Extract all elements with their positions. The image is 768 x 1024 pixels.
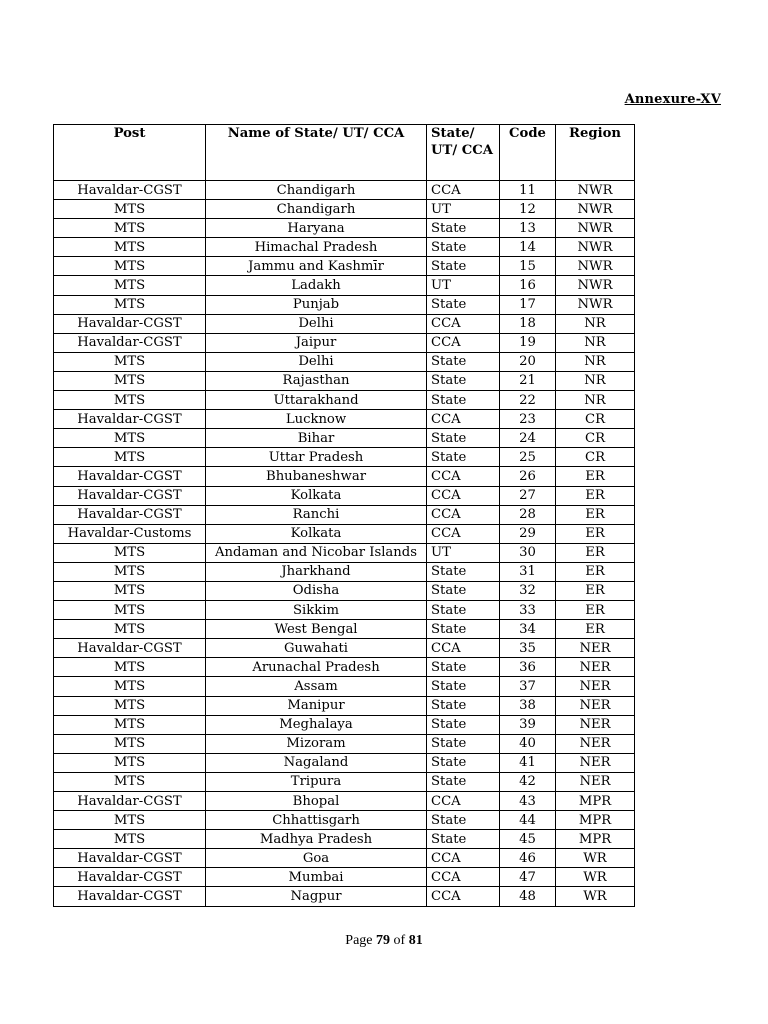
cell-type: UT — [427, 276, 500, 295]
cell-post: MTS — [54, 391, 206, 410]
table-row — [54, 181, 635, 200]
cell-type: State — [427, 295, 500, 314]
cell-code: 16 — [500, 276, 556, 295]
cell-region: NER — [556, 734, 635, 753]
cell-region: NWR — [556, 181, 635, 200]
table-row — [54, 715, 635, 734]
cell-type: CCA — [427, 314, 500, 333]
cell-region: ER — [556, 486, 635, 505]
cell-name: Manipur — [206, 696, 427, 715]
cell-post: Havaldar-CGST — [54, 792, 206, 811]
table-row — [54, 448, 635, 467]
table-row — [54, 562, 635, 581]
table-row — [54, 734, 635, 753]
cell-name: Ladakh — [206, 276, 427, 295]
cell-type: CCA — [427, 333, 500, 352]
cell-name: Delhi — [206, 314, 427, 333]
cell-region: WR — [556, 887, 635, 906]
cell-post: MTS — [54, 601, 206, 620]
page-total: 81 — [408, 933, 423, 948]
cell-code: 12 — [500, 200, 556, 219]
cell-region: NR — [556, 391, 635, 410]
cell-name: Punjab — [206, 295, 427, 314]
cell-code: 40 — [500, 734, 556, 753]
cell-region: NER — [556, 715, 635, 734]
cell-type: CCA — [427, 868, 500, 887]
cell-code: 24 — [500, 429, 556, 448]
header-region: Region — [556, 125, 635, 181]
cell-type: CCA — [427, 505, 500, 524]
cell-region: WR — [556, 868, 635, 887]
cell-post: MTS — [54, 734, 206, 753]
cell-type: State — [427, 562, 500, 581]
cell-post: MTS — [54, 429, 206, 448]
cell-name: Tripura — [206, 772, 427, 791]
cell-region: NER — [556, 658, 635, 677]
annexure-title: Annexure-XV — [624, 92, 721, 107]
posts-table — [53, 124, 635, 907]
cell-type: State — [427, 734, 500, 753]
cell-code: 13 — [500, 219, 556, 238]
cell-type: CCA — [427, 639, 500, 658]
cell-region: ER — [556, 505, 635, 524]
page-label: Page — [345, 933, 373, 948]
cell-post: MTS — [54, 811, 206, 830]
cell-region: NWR — [556, 200, 635, 219]
cell-post: Havaldar-CGST — [54, 314, 206, 333]
header-code: Code — [500, 125, 556, 181]
cell-name: Jaipur — [206, 333, 427, 352]
cell-region: NER — [556, 677, 635, 696]
cell-name: Assam — [206, 677, 427, 696]
table-row — [54, 620, 635, 639]
cell-region: CR — [556, 448, 635, 467]
cell-post: MTS — [54, 830, 206, 849]
cell-type: CCA — [427, 887, 500, 906]
cell-name: Nagpur — [206, 887, 427, 906]
cell-code: 22 — [500, 391, 556, 410]
cell-type: CCA — [427, 181, 500, 200]
cell-code: 27 — [500, 486, 556, 505]
cell-region: NWR — [556, 276, 635, 295]
cell-type: UT — [427, 543, 500, 562]
cell-name: Mizoram — [206, 734, 427, 753]
cell-region: WR — [556, 849, 635, 868]
cell-type: CCA — [427, 849, 500, 868]
cell-type: State — [427, 391, 500, 410]
table-row — [54, 601, 635, 620]
cell-post: Havaldar-CGST — [54, 868, 206, 887]
cell-code: 14 — [500, 238, 556, 257]
cell-code: 30 — [500, 543, 556, 562]
cell-region: ER — [556, 620, 635, 639]
cell-name: Delhi — [206, 352, 427, 371]
cell-name: Uttarakhand — [206, 391, 427, 410]
table-row — [54, 524, 635, 543]
header-row — [54, 125, 635, 181]
cell-name: Rajasthan — [206, 371, 427, 390]
cell-code: 44 — [500, 811, 556, 830]
cell-post: Havaldar-CGST — [54, 181, 206, 200]
cell-type: State — [427, 753, 500, 772]
cell-code: 38 — [500, 696, 556, 715]
cell-region: NR — [556, 371, 635, 390]
table-row — [54, 792, 635, 811]
cell-name: Himachal Pradesh — [206, 238, 427, 257]
table-row — [54, 887, 635, 906]
table-body — [54, 181, 635, 907]
cell-type: State — [427, 257, 500, 276]
cell-region: CR — [556, 410, 635, 429]
cell-name: West Bengal — [206, 620, 427, 639]
page-of: of — [393, 933, 406, 948]
cell-type: State — [427, 715, 500, 734]
cell-post: MTS — [54, 581, 206, 600]
table-row — [54, 868, 635, 887]
cell-name: Jammu and Kashmīr — [206, 257, 427, 276]
cell-type: CCA — [427, 792, 500, 811]
cell-code: 28 — [500, 505, 556, 524]
cell-type: State — [427, 830, 500, 849]
cell-name: Arunachal Pradesh — [206, 658, 427, 677]
cell-region: NWR — [556, 295, 635, 314]
cell-post: Havaldar-CGST — [54, 887, 206, 906]
cell-region: MPR — [556, 811, 635, 830]
table-row — [54, 314, 635, 333]
table-row — [54, 429, 635, 448]
cell-name: Bihar — [206, 429, 427, 448]
cell-name: Goa — [206, 849, 427, 868]
cell-code: 46 — [500, 849, 556, 868]
cell-code: 36 — [500, 658, 556, 677]
cell-code: 26 — [500, 467, 556, 486]
cell-code: 48 — [500, 887, 556, 906]
cell-code: 19 — [500, 333, 556, 352]
cell-post: Havaldar-CGST — [54, 410, 206, 429]
cell-region: ER — [556, 524, 635, 543]
cell-type: State — [427, 371, 500, 390]
cell-post: MTS — [54, 448, 206, 467]
cell-post: MTS — [54, 352, 206, 371]
cell-region: MPR — [556, 792, 635, 811]
cell-region: NWR — [556, 238, 635, 257]
cell-code: 37 — [500, 677, 556, 696]
cell-code: 17 — [500, 295, 556, 314]
cell-name: Andaman and Nicobar Islands — [206, 543, 427, 562]
cell-name: Uttar Pradesh — [206, 448, 427, 467]
table-row — [54, 467, 635, 486]
cell-code: 41 — [500, 753, 556, 772]
page-footer — [0, 933, 768, 949]
cell-code: 31 — [500, 562, 556, 581]
cell-region: ER — [556, 581, 635, 600]
cell-post: MTS — [54, 276, 206, 295]
cell-region: NER — [556, 696, 635, 715]
cell-type: State — [427, 429, 500, 448]
cell-region: ER — [556, 543, 635, 562]
cell-post: Havaldar-CGST — [54, 505, 206, 524]
cell-post: MTS — [54, 219, 206, 238]
table-row — [54, 200, 635, 219]
table-row — [54, 772, 635, 791]
cell-region: NR — [556, 314, 635, 333]
cell-post: Havaldar-CGST — [54, 486, 206, 505]
table-row — [54, 238, 635, 257]
cell-type: State — [427, 238, 500, 257]
cell-post: MTS — [54, 371, 206, 390]
cell-post: MTS — [54, 696, 206, 715]
cell-region: ER — [556, 467, 635, 486]
cell-type: CCA — [427, 486, 500, 505]
cell-type: State — [427, 601, 500, 620]
cell-name: Chandigarh — [206, 181, 427, 200]
cell-name: Odisha — [206, 581, 427, 600]
cell-post: MTS — [54, 753, 206, 772]
cell-code: 25 — [500, 448, 556, 467]
table-row — [54, 677, 635, 696]
cell-name: Chandigarh — [206, 200, 427, 219]
cell-name: Nagaland — [206, 753, 427, 772]
cell-name: Sikkim — [206, 601, 427, 620]
cell-type: CCA — [427, 410, 500, 429]
cell-post: Havaldar-Customs — [54, 524, 206, 543]
cell-post: Havaldar-CGST — [54, 333, 206, 352]
cell-code: 34 — [500, 620, 556, 639]
cell-region: NR — [556, 333, 635, 352]
cell-code: 11 — [500, 181, 556, 200]
cell-type: State — [427, 448, 500, 467]
cell-region: NWR — [556, 219, 635, 238]
table-row — [54, 505, 635, 524]
table-row — [54, 639, 635, 658]
table-row — [54, 352, 635, 371]
cell-code: 29 — [500, 524, 556, 543]
header-type: State/ UT/ CCA — [427, 125, 500, 181]
table-row — [54, 391, 635, 410]
page-current: 79 — [376, 933, 391, 948]
cell-type: UT — [427, 200, 500, 219]
cell-name: Kolkata — [206, 524, 427, 543]
cell-name: Ranchi — [206, 505, 427, 524]
table-row — [54, 276, 635, 295]
cell-post: MTS — [54, 715, 206, 734]
table-row — [54, 543, 635, 562]
cell-type: State — [427, 811, 500, 830]
cell-type: CCA — [427, 467, 500, 486]
cell-code: 18 — [500, 314, 556, 333]
table-row — [54, 830, 635, 849]
cell-post: Havaldar-CGST — [54, 849, 206, 868]
cell-code: 47 — [500, 868, 556, 887]
cell-region: CR — [556, 429, 635, 448]
cell-post: MTS — [54, 658, 206, 677]
cell-type: State — [427, 620, 500, 639]
table-row — [54, 658, 635, 677]
cell-post: MTS — [54, 295, 206, 314]
cell-name: Kolkata — [206, 486, 427, 505]
cell-name: Jharkhand — [206, 562, 427, 581]
cell-code: 45 — [500, 830, 556, 849]
cell-type: CCA — [427, 524, 500, 543]
cell-type: State — [427, 352, 500, 371]
table-row — [54, 849, 635, 868]
cell-region: NER — [556, 639, 635, 658]
cell-name: Madhya Pradesh — [206, 830, 427, 849]
table-row — [54, 486, 635, 505]
cell-post: Havaldar-CGST — [54, 639, 206, 658]
cell-code: 21 — [500, 371, 556, 390]
header-name: Name of State/ UT/ CCA — [206, 125, 427, 181]
cell-region: NWR — [556, 257, 635, 276]
cell-code: 32 — [500, 581, 556, 600]
cell-name: Haryana — [206, 219, 427, 238]
table-row — [54, 410, 635, 429]
cell-name: Chhattisgarh — [206, 811, 427, 830]
cell-type: State — [427, 658, 500, 677]
cell-post: MTS — [54, 257, 206, 276]
cell-region: MPR — [556, 830, 635, 849]
table-row — [54, 257, 635, 276]
cell-type: State — [427, 219, 500, 238]
table-header — [54, 125, 635, 181]
cell-code: 20 — [500, 352, 556, 371]
cell-type: State — [427, 772, 500, 791]
cell-code: 23 — [500, 410, 556, 429]
cell-name: Mumbai — [206, 868, 427, 887]
cell-type: State — [427, 677, 500, 696]
table-row — [54, 753, 635, 772]
cell-post: MTS — [54, 238, 206, 257]
cell-code: 15 — [500, 257, 556, 276]
cell-type: State — [427, 581, 500, 600]
cell-post: MTS — [54, 543, 206, 562]
table-row — [54, 333, 635, 352]
table-row — [54, 581, 635, 600]
table-row — [54, 295, 635, 314]
cell-region: NER — [556, 753, 635, 772]
cell-code: 42 — [500, 772, 556, 791]
table-row — [54, 811, 635, 830]
cell-post: MTS — [54, 677, 206, 696]
cell-post: MTS — [54, 200, 206, 219]
cell-post: Havaldar-CGST — [54, 467, 206, 486]
cell-type: State — [427, 696, 500, 715]
cell-post: MTS — [54, 562, 206, 581]
table-row — [54, 219, 635, 238]
cell-post: MTS — [54, 772, 206, 791]
cell-region: ER — [556, 601, 635, 620]
cell-region: NER — [556, 772, 635, 791]
cell-name: Bhopal — [206, 792, 427, 811]
cell-name: Guwahati — [206, 639, 427, 658]
cell-name: Bhubaneshwar — [206, 467, 427, 486]
cell-region: ER — [556, 562, 635, 581]
table-row — [54, 371, 635, 390]
table-row — [54, 696, 635, 715]
header-post: Post — [54, 125, 206, 181]
cell-code: 39 — [500, 715, 556, 734]
cell-code: 35 — [500, 639, 556, 658]
cell-name: Meghalaya — [206, 715, 427, 734]
cell-post: MTS — [54, 620, 206, 639]
cell-region: NR — [556, 352, 635, 371]
cell-name: Lucknow — [206, 410, 427, 429]
cell-code: 43 — [500, 792, 556, 811]
cell-code: 33 — [500, 601, 556, 620]
